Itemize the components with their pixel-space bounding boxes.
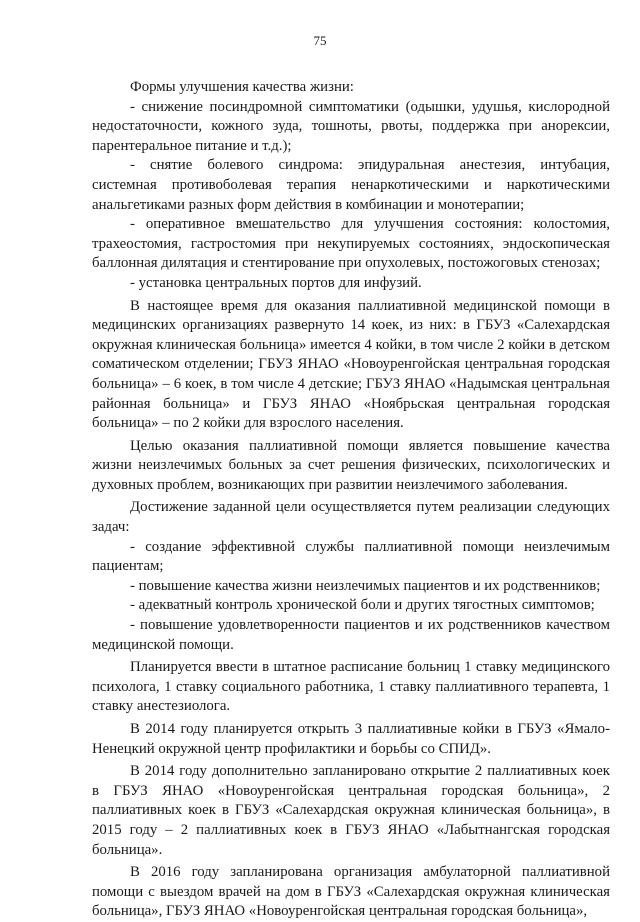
paragraph-beds: В настоящее время для оказания паллиативной медицинской помощи в медицинских организациях развернуто 14 коек, из них: в ГБУЗ «Салехардская окружная клиническая больница» имеется 4 койки, в том числе 2 койки в детском соматическом отделении; ГБУЗ ЯНАО «Новоуренгойская центральная городская больница» – 6 коек, в том числе 4 детские; ГБУЗ ЯНАО «Надымская центральная районная больница» и ГБУЗ ЯНАО «Ноябрьская центральная городская больница» – по 2 койки для взрослого населения.: [92, 297, 610, 432]
paragraph-goal: Целью оказания паллиативной помощи является повышение качества жизни неизлечимых больных за счет решения физических, психологических и духовных проблем, возникающих при развитии неизлечимого заболевания.: [92, 437, 610, 493]
list-item-symptoms: - снижение посиндромной симптоматики (одышки, удушья, кислородной недостаточности, кожного зуда, тошноты, рвоты, поддержка при анорексии, парентеральное питание и т.д.);: [92, 98, 610, 154]
paragraph-staff: Планируется ввести в штатное расписание больниц 1 ставку медицинского психолога, 1 ставку социального работника, 1 ставку паллиативного терапевта, 1 ставку анестезиолога.: [92, 659, 610, 715]
document-body: [92, 78, 610, 922]
paragraph-2014-aids: В 2014 году планируется открыть 3 паллиативные койки в ГБУЗ «Ямало-Ненецкий окружной центр профилактики и борьбы со СПИД».: [92, 721, 610, 757]
paragraph-2014-2015: В 2014 году дополнительно запланировано открытие 2 паллиативных коек в ГБУЗ ЯНАО «Новоуренгойская центральная городская больница», 2 паллиативных коек в ГБУЗ «Салехардская окружная клиническая больница», в 2015 году – 2 паллиативных коек в ГБУЗ ЯНАО «Лабытнангская городская больница».: [92, 763, 610, 858]
list-item-quality: - повышение качества жизни неизлечимых пациентов и их родственников;: [130, 577, 601, 594]
list-item-satisfaction: - повышение удовлетворенности пациентов и их родственников качеством медицинской помощи.: [92, 617, 610, 653]
paragraph-tasks: Достижение заданной цели осуществляется путем реализации следующих задач:: [92, 499, 610, 536]
list-item-surgery: - оперативное вмешательство для улучшения состояния: колостомия, трахеостомия, гастростомия при некупируемых состояниях, эндоскопическая баллонная дилятация и стентирование при опухолевых, постожоговых стенозах;: [92, 216, 610, 272]
list-item-ports: - установка центральных портов для инфузий.: [130, 274, 422, 291]
paragraph-2016: В 2016 году запланирована организация амбулаторной паллиативной помощи с выездом врачей на дом в ГБУЗ «Салехардская окружная клиническая больница», ГБУЗ ЯНАО «Новоуренгойская центральная городская больница»,: [92, 864, 610, 920]
list-item-pain-control: - адекватный контроль хронической боли и других тягостных симптомов;: [130, 597, 595, 614]
list-item-pain: - снятие болевого синдрома: эпидуральная анестезия, интубация, системная противоболевая терапия ненаркотическими и наркотическими анальгетиками разных форм действия в комбинации и монотерапии;: [92, 157, 610, 213]
list-item-service: - создание эффективной службы паллиативной помощи неизлечимым пациентам;: [92, 538, 610, 575]
paragraph-heading: Формы улучшения качества жизни:: [130, 79, 354, 95]
page-number: 75: [313, 33, 327, 48]
